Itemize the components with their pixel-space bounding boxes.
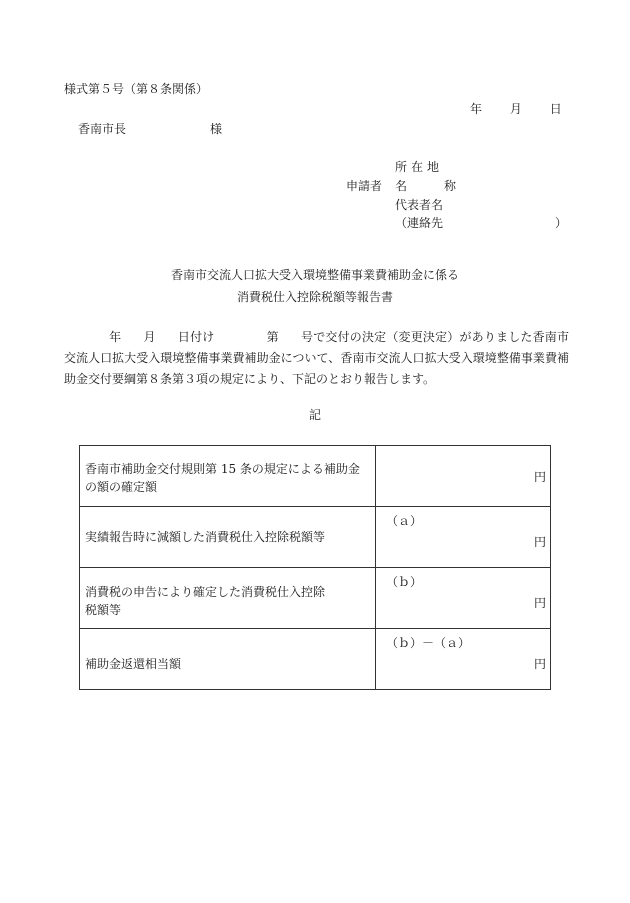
row-value [376, 507, 551, 568]
body-text: 号で交付の決定（変更決定）がありました香南市交流人口拡大受入環境整備事業費補助金について、香南市交流人口拡大受入環境整備事業費補助金交付要綱第８条第３項の規定により、下記のとおり報告します。 [64, 330, 569, 386]
contact-open: （連絡先 [395, 216, 444, 230]
ki-heading: 記 [308, 408, 321, 422]
date-month: 月 [509, 102, 522, 116]
row-value [376, 446, 551, 507]
document-title-line2: 消費税仕入控除税額等報告書 [236, 290, 393, 304]
applicant-name-label [395, 179, 456, 193]
date-line [470, 102, 562, 116]
row-label [80, 568, 376, 629]
body-number-prefix: 第 [266, 330, 279, 344]
row-value [376, 568, 551, 629]
date-day: 日 [549, 102, 562, 116]
row-value [376, 629, 551, 690]
addressee-title: 香南市長 [78, 122, 127, 136]
yen-unit: 円 [533, 470, 546, 484]
applicant-label: 申請者 [346, 179, 383, 193]
contact-close: ） [555, 216, 568, 230]
addressee [78, 122, 222, 136]
row-label: 香南市補助金交付規則第 15 条の規定による補助金の額の確定額 [80, 446, 376, 507]
applicant-contact [395, 216, 568, 230]
row-mark: （ｂ）－（ａ） [386, 636, 471, 650]
yen-unit: 円 [533, 657, 546, 671]
body-month: 月 [143, 330, 156, 344]
row-mark: （ａ） [386, 514, 423, 528]
yen-unit: 円 [533, 596, 546, 610]
table-row [80, 446, 551, 507]
document-title-line1: 香南市交流人口拡大受入環境整備事業費補助金に係る [170, 268, 459, 282]
table-row [80, 568, 551, 629]
applicant-representative-label: 代表者名 [395, 198, 444, 212]
applicant-address-label: 所在地 [395, 160, 444, 174]
addressee-honorific: 様 [210, 122, 223, 136]
row-label-line1: 消費税の申告により確定した消費税仕入控除 [85, 585, 326, 599]
body-dated: 日付け [177, 330, 215, 344]
name-label-part2: 称 [444, 179, 457, 193]
name-label-part1: 名 [395, 179, 408, 193]
row-label-line2: 税額等 [85, 603, 122, 617]
row-mark: （ｂ） [386, 575, 423, 589]
row-label: 補助金返還相当額 [80, 629, 376, 690]
report-table [79, 445, 551, 690]
table-row [80, 629, 551, 690]
body-year: 年 [109, 330, 122, 344]
form-number: 様式第５号（第８条関係） [64, 82, 209, 96]
date-year: 年 [470, 102, 483, 116]
yen-unit: 円 [533, 535, 546, 549]
row-label: 実績報告時に減額した消費税仕入控除税額等 [80, 507, 376, 568]
table-row [80, 507, 551, 568]
body-paragraph [64, 327, 569, 390]
